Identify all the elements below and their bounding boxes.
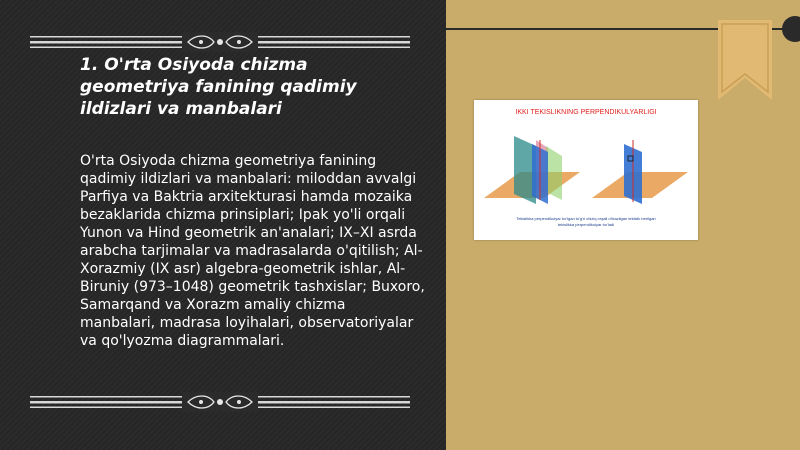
ornament-divider-bottom xyxy=(30,392,410,412)
figure-heading: IKKI TEKISLIKNING PERPENDIKULYARLIGI xyxy=(515,109,657,116)
bookmark-icon xyxy=(718,20,772,100)
figure-caption-line2: tekislikka perpendikulyar bo'ladi xyxy=(557,222,615,227)
ornament-divider-top xyxy=(30,32,410,52)
slide-title: 1. O'rta Osiyoda chizma geometriya fanining qadimiy ildizlari va manbalari xyxy=(80,55,357,119)
perpendicular-planes-figure xyxy=(474,100,698,240)
figure-caption-line1: Tekislikka perpendikulyar bo'lgan to'g'ri chiziq orqali o'tkazilgan tekislik berilgan xyxy=(516,216,656,221)
slide-body-text: O'rta Osiyoda chizma geometriya fanining qadimiy ildizlari va manbalari: miloddan avvalgi Parfiya va Baktria arxitekturasi hamda mozaika bezaklarida chizma prinsiplari; Ipak yo'li orqali Yunon va Hind geometrik an'analari; IX–XI asrda arabcha tarjimalar va madrasalarda o'qitilish; Al-Xorazmiy (IX asr) algebra-geometrik ishlar, Al-Biruniy (973–1048) geometrik tashxislar; Buxoro, Samarqand va Xorazm amaliy chizma manbalari, madrasa loyihalari, observatoriyalar va qo'lyozma diagrammalari. xyxy=(80,153,425,349)
